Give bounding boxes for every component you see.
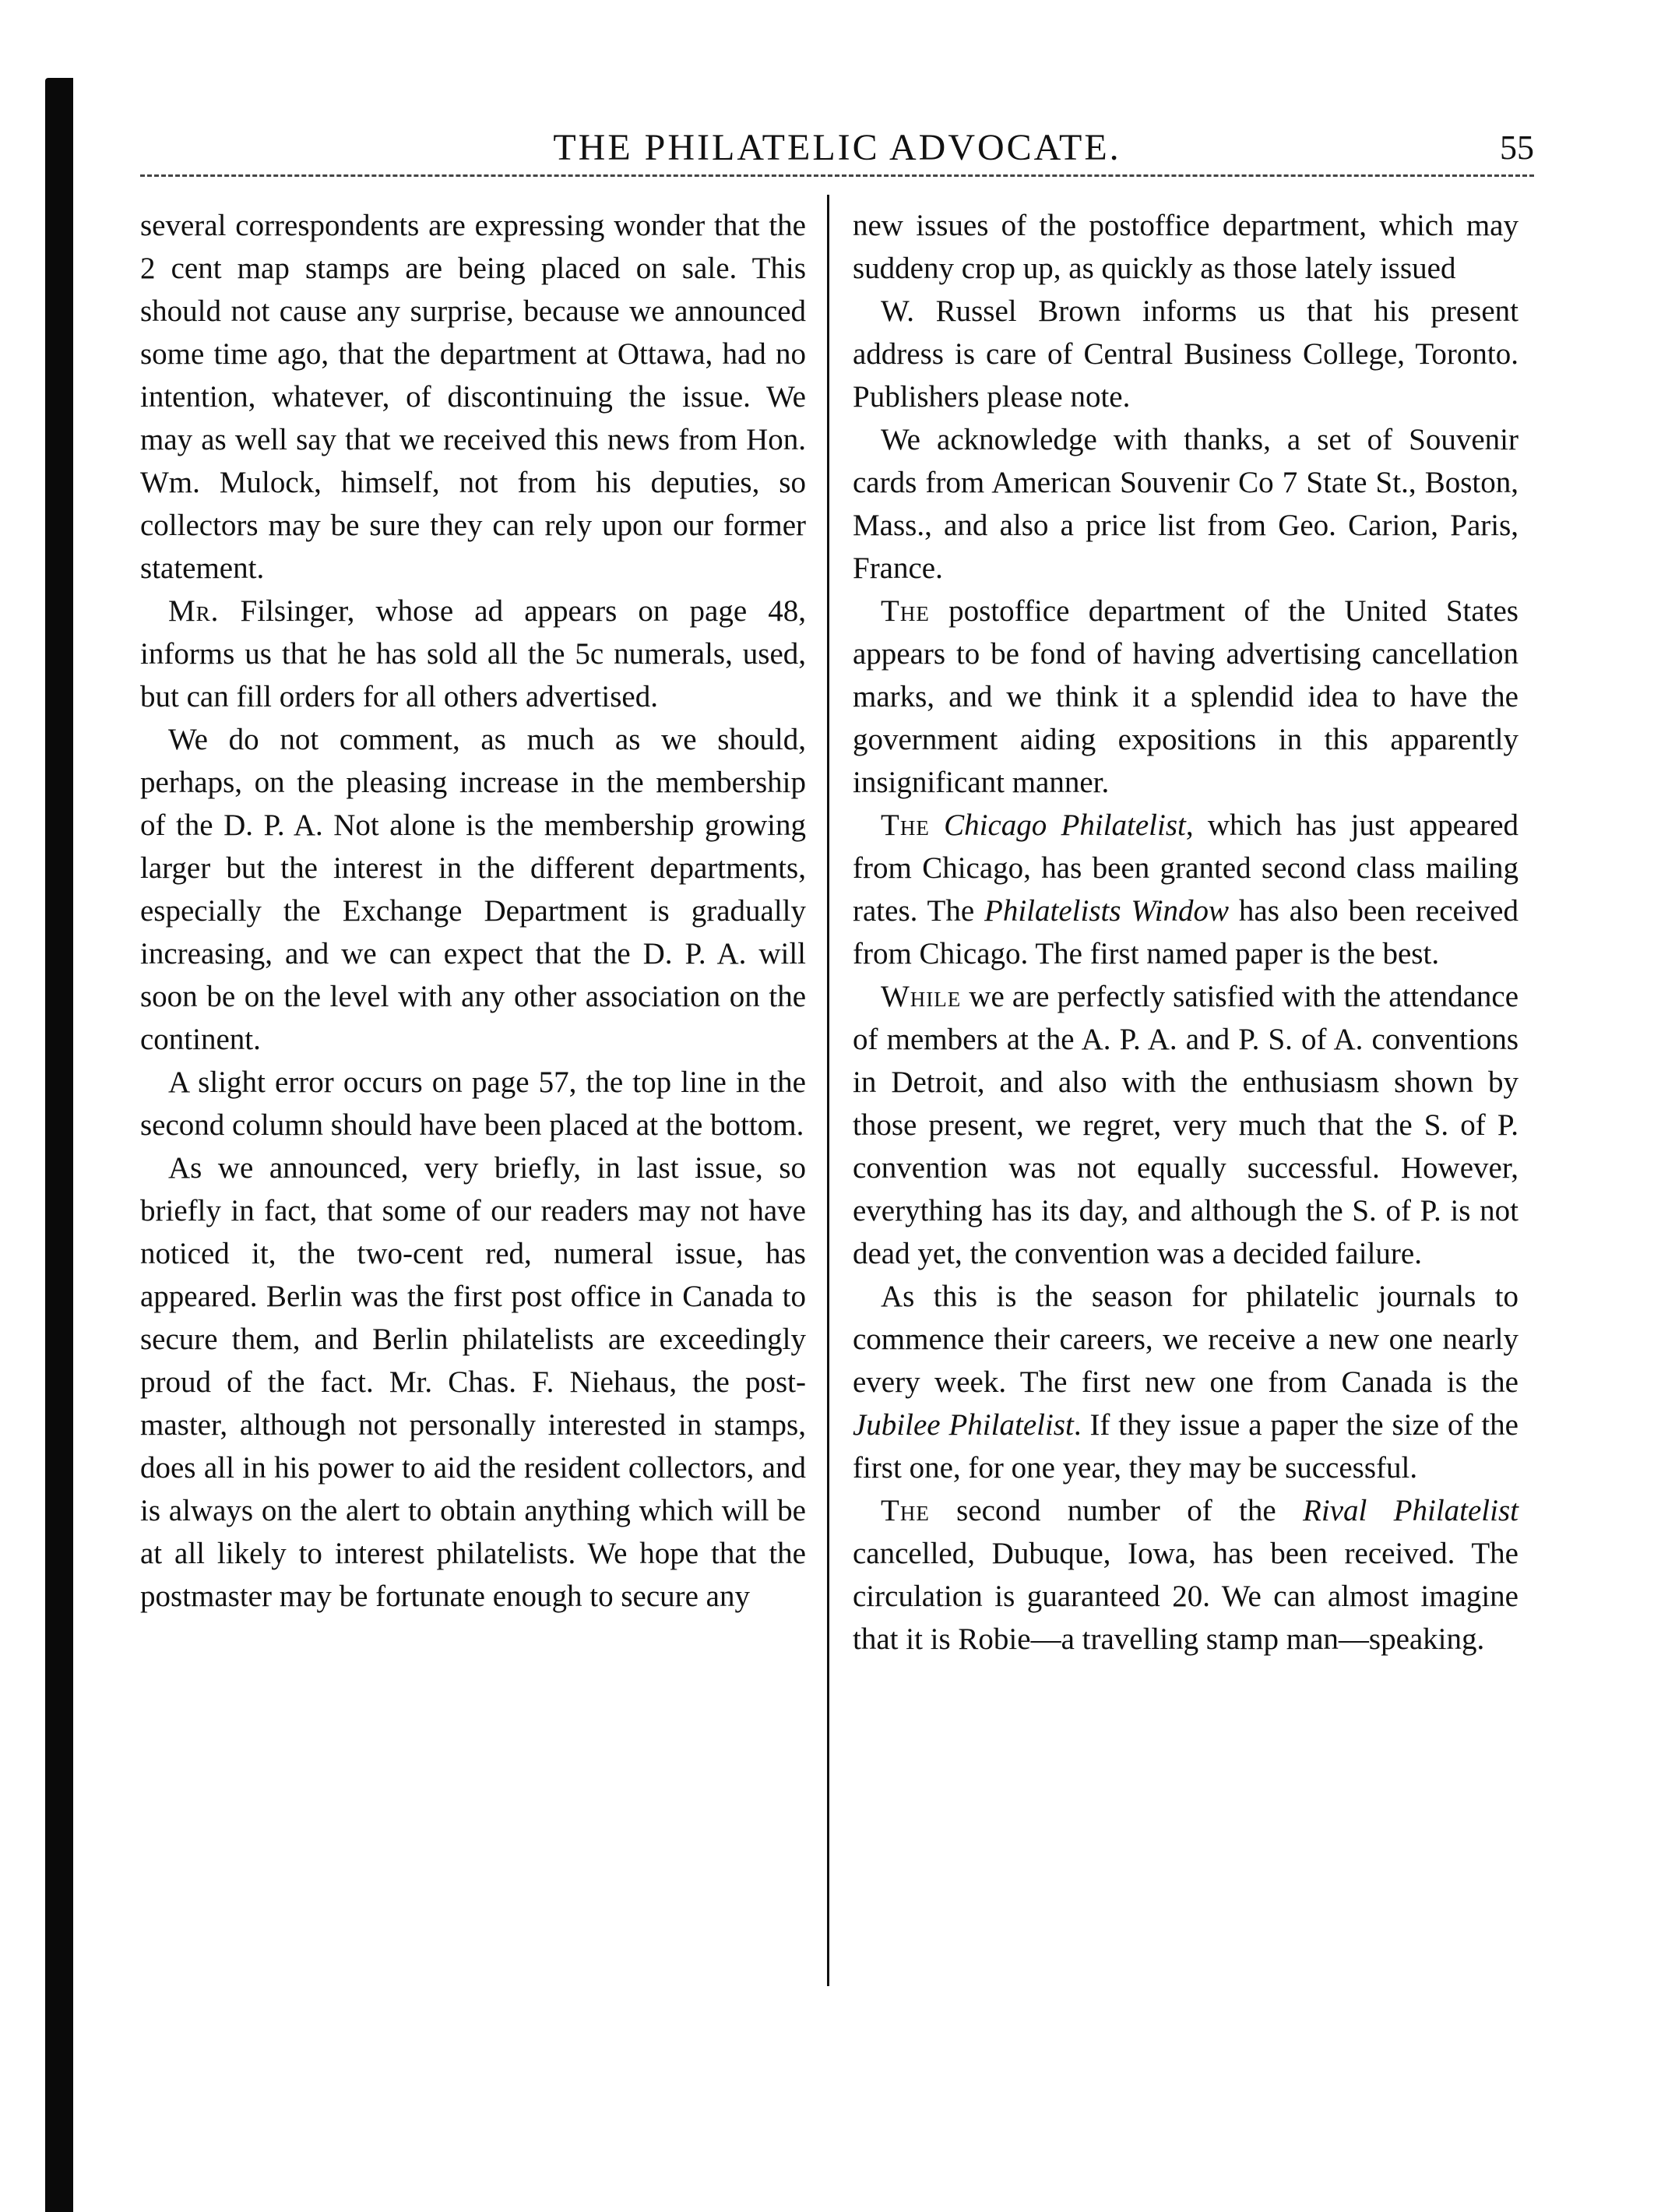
paragraph-dpa-membership: We do not comment, as much as we should, perhaps, on the pleasing increase in the membership of the D. P. A. Not alone is the membership growing larger but the interest in the different departments, especially the Exchange Department is gradually increasing, and we can expect that the D. P. A. will soon be on the level with any other association on the continent. bbox=[140, 723, 806, 1056]
paragraph-conventions bbox=[853, 975, 1518, 1275]
paragraph-two-cent-red: As we announced, very briefly, in last issue, so briefly in fact, that some of our readers may not have noticed it, the two-cent red, numeral issue, has appeared. Berlin was the first post office in Canada to secure them, and Berlin philatelists are exceedingly proud of the fact. Mr. Chas. F. Niehaus, the post-master, although not personally interested in stamps, does all in his power to aid the resident collectors, and is always on the alert to obtain anything which will be at all likely to interest philatelists. We hope that the postmaster may be fortunate enough to secure any bbox=[140, 1151, 806, 1613]
journal-name: Chicago Philatelist bbox=[944, 808, 1186, 842]
paragraph-chicago-philatelist bbox=[853, 804, 1518, 975]
paragraph-russel-brown: W. Russel Brown informs us that his present address is care of Central Business College, Toronto. Publishers please note. bbox=[853, 294, 1518, 414]
journal-name: Philatelists Window bbox=[984, 894, 1230, 928]
lead-word: The bbox=[881, 1494, 930, 1527]
paragraph-error-notice: A slight error occurs on page 57, the top line in the second column should have been placed at the bottom. bbox=[140, 1065, 806, 1142]
paragraph-filsinger bbox=[140, 590, 806, 718]
paragraph-text: has also been received from Chicago. The first named paper is the best. bbox=[853, 894, 1518, 970]
paragraph-text: . If they issue a paper the size of the first one, for one year, they may be successful. bbox=[853, 1408, 1518, 1485]
paragraph-continuation: new issues of the postoffice department, which may suddeny crop up, as quickly as those lately issued bbox=[853, 209, 1518, 285]
journal-name: Jubilee Philatelist bbox=[853, 1408, 1074, 1442]
journal-name: Rival Philatelist bbox=[1303, 1494, 1518, 1527]
paragraph-text: Filsinger, whose ad appears on page 48, informs us that he has sold all the 5c numerals, used, but can fill orders for all others advertised. bbox=[140, 594, 806, 713]
paragraph-souvenir-cards: We acknowledge with thanks, a set of Souvenir cards from American Souvenir Co 7 State St., Boston, Mass., and also a price list from Geo. Carion, Paris, France. bbox=[853, 423, 1518, 585]
right-column bbox=[853, 204, 1518, 1661]
paragraph-text: we are perfectly satisfied with the attendance of members at the A. P. A. and P. S. of A. conventions in Detroit, and also with the enthusiasm shown by those present, we regret, very much that the S. of P. convention was not equally successful. However, everything has its day, and although the S. of P. is not dead yet, the convention was a decided failure. bbox=[853, 980, 1518, 1270]
paragraph-text: , which has just appeared from Chicago, has been granted second class mailing rates. The bbox=[853, 808, 1519, 928]
paragraph-cancellation-marks bbox=[853, 590, 1518, 804]
paragraph-text: cancelled, Dubuque, Iowa, has been received. The circulation is guaranteed 20. We can almost imagine that it is Robie—a travelling stamp man—speaking. bbox=[853, 1537, 1518, 1656]
paragraph-text: As this is the season for philatelic journals to commence their careers, we receive a new one nearly every week. The first new one from Canada is the bbox=[853, 1280, 1518, 1399]
lead-word: The bbox=[881, 808, 930, 842]
lead-word: While bbox=[881, 980, 962, 1013]
paragraph-text: second number of the bbox=[929, 1494, 1304, 1527]
column-divider bbox=[827, 195, 829, 1986]
header-rule bbox=[140, 174, 1534, 177]
left-column bbox=[140, 204, 806, 1618]
paragraph-map-stamps: several correspondents are expressing wonder that the 2 cent map stamps are being placed on sale. This should not cause any surprise, because we announced some time ago, that the department at Ottawa, had no intention, whatever, of discontinuing the issue. We may as well say that we received this news from Hon. Wm. Mulock, himself, not from his deputies, so collectors may be sure they can rely upon our former statement. bbox=[140, 209, 806, 585]
running-head bbox=[140, 125, 1534, 179]
lead-word: Mr. bbox=[168, 594, 220, 628]
paragraph-new-journals bbox=[853, 1275, 1518, 1489]
paragraph-rival-philatelist bbox=[853, 1489, 1518, 1661]
binding-shadow bbox=[45, 78, 73, 2212]
paragraph-text: postoffice department of the United States appears to be fond of having advertising cancellation marks, and we think it a splendid idea to have the government aiding expositions in this apparently insignificant manner. bbox=[853, 594, 1518, 799]
lead-word: The bbox=[881, 594, 930, 628]
page-number: 55 bbox=[1500, 129, 1534, 167]
journal-title: THE PHILATELIC ADVOCATE. bbox=[553, 127, 1121, 168]
